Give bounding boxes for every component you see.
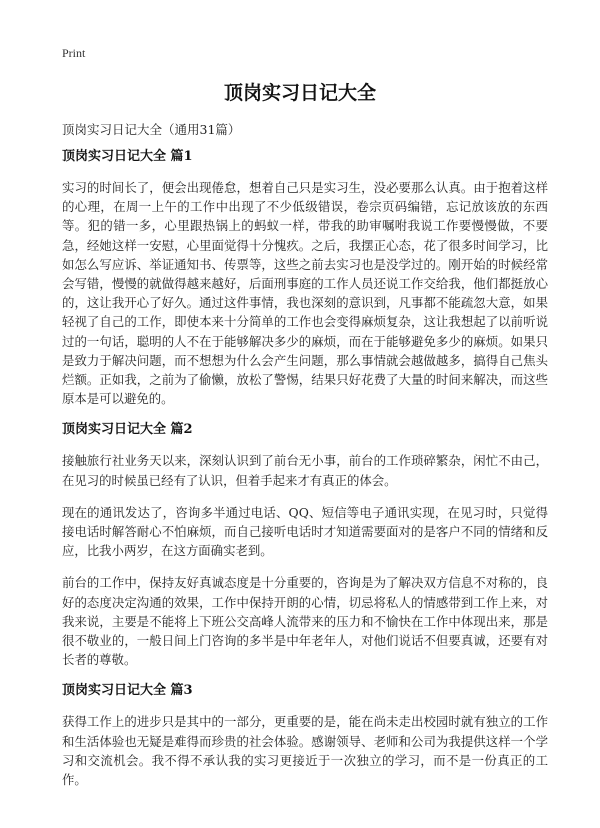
section-heading: 顶岗实习日记大全 篇2 [62,422,193,438]
paragraph: 现在的通讯发达了，咨询多半通过电话、QQ、短信等电子通讯实现，在见习时，只觉得接电话时解答耐心不怕麻烦，而自己接听电话时才知道需要面对的是客户不同的情绪和反应，比我小两岁，在这方面确实老到。 [62,504,548,559]
paragraph: 获得工作上的进步只是其中的一部分，更重要的是，能在尚未走出校园时就有独立的工作和生活体验也无疑是难得而珍贵的社会体验。感谢领导、老师和公司为我提供这样一个学习和交流机会。我不得不承认我的实习更接近于一次独立的学习，而不是一份真正的工作。 [62,714,548,788]
section-3 [62,682,548,789]
print-link[interactable]: Print [62,46,86,60]
section-1 [62,148,548,408]
section-2 [62,421,548,669]
document-subtitle: 顶岗实习日记大全（通用31篇） [62,122,241,137]
paragraph: 接触旅行社业务天以来，深刻认识到了前台无小事，前台的工作琐碎繁杂，闲忙不由己，在见习的时候虽已经有了认识，但着手起来才有真正的体会。 [62,453,548,488]
section-heading: 顶岗实习日记大全 篇1 [62,149,193,164]
paragraph: 前台的工作中，保持友好真诚态度是十分重要的，咨询是为了解决双方信息不对称的，良好的态度决定沟通的效果，工作中保持开朗的心情，切忌将私人的情感带到工作上来，对我来说，主要是不能将上下班公交高峰人流带来的压力和不愉快在工作中体现出来，那是很不敬业的，一般日间上门咨询的多半是中年老年人，对他们说话不但要真诚，还要有对长者的尊敬。 [62,575,548,668]
document-body [62,148,548,802]
document-title: 顶岗实习日记大全 [223,82,376,104]
paragraph: 实习的时间长了，便会出现倦怠，想着自己只是实习生，没必要那么认真。由于抱着这样的心理，在周一上午的工作中出现了不少低级错误，卷宗页码编错，忘记放该放的东西等。犯的错一多，心里跟热锅上的蚂蚁一样，带我的助审嘱咐我说工作要慢慢做，不要急，经她这样一安慰，心里面觉得十分愧疚。之后，我摆正心态，花了很多时间学习，比如怎么写应诉、举证通知书、传票等，这些之前去实习也是没学过的。刚开始的时候经常会写错，慢慢的就做得越来越好，后面刑事庭的工作人员还说工作交给我，他们都挺放心的，这让我开心了好久。通过这件事情，我也深刻的意识到，凡事都不能疏忽大意，如果轻视了自己的工作，即使本来十分简单的工作也会变得麻烦复杂，这让我想起了以前听说过的一句话，聪明的人不在于能够解决多少的麻烦，而在于能够避免多少的麻烦。如果只是致力于解决问题，而不想想为什么会产生问题，那么事情就会越做越多，搞得自己焦头烂额。正如我，之前为了偷懒，放松了警惕，结果只好花费了大量的时间来解决，而这些原本是可以避免的。 [62,180,548,407]
section-heading: 顶岗实习日记大全 篇3 [62,683,193,699]
